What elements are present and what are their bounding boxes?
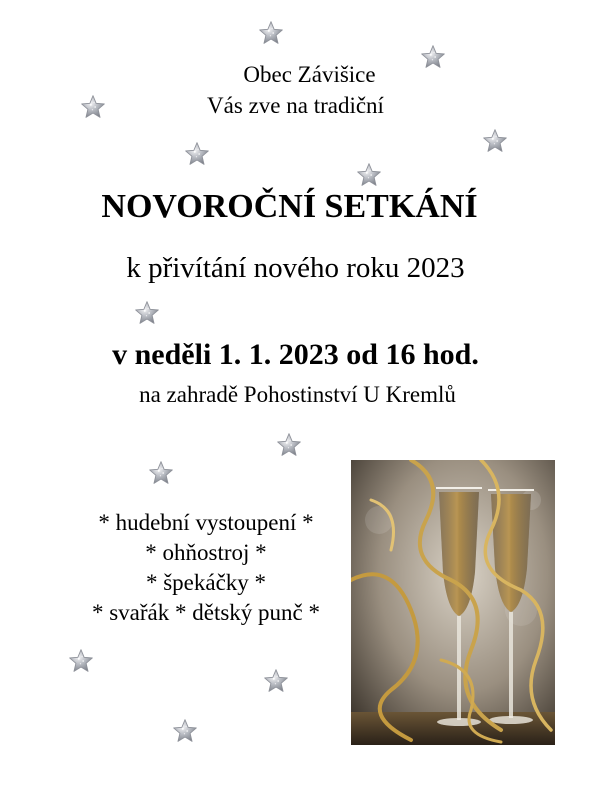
event-datetime: v neděli 1. 1. 2023 od 16 hod. [112, 338, 479, 371]
event-subtitle: k přivítání nového roku 2023 [126, 252, 465, 284]
star-icon [184, 141, 210, 167]
invite-line: Vás zve na tradiční [207, 93, 384, 118]
program-item: * hudební vystoupení * [98, 510, 314, 535]
star-icon [482, 128, 508, 154]
program-item: * ohňostroj * [145, 540, 267, 565]
star-icon [148, 460, 174, 486]
star-icon [134, 300, 160, 326]
event-venue: na zahradě Pohostinství U Kremlů [139, 382, 456, 407]
program-item: * špekáčky * [145, 570, 267, 595]
star-icon [258, 20, 284, 46]
program-list [56, 508, 356, 628]
program-item: * svařák * dětský punč * [91, 600, 321, 625]
champagne-photo [351, 460, 555, 745]
star-icon [263, 668, 289, 694]
star-icon [356, 162, 382, 188]
organizer-line: Obec Závišice [243, 62, 376, 87]
star-icon [68, 648, 94, 674]
event-title: NOVOROČNÍ SETKÁNÍ [101, 188, 478, 225]
star-icon [172, 718, 198, 744]
star-icon [276, 432, 302, 458]
